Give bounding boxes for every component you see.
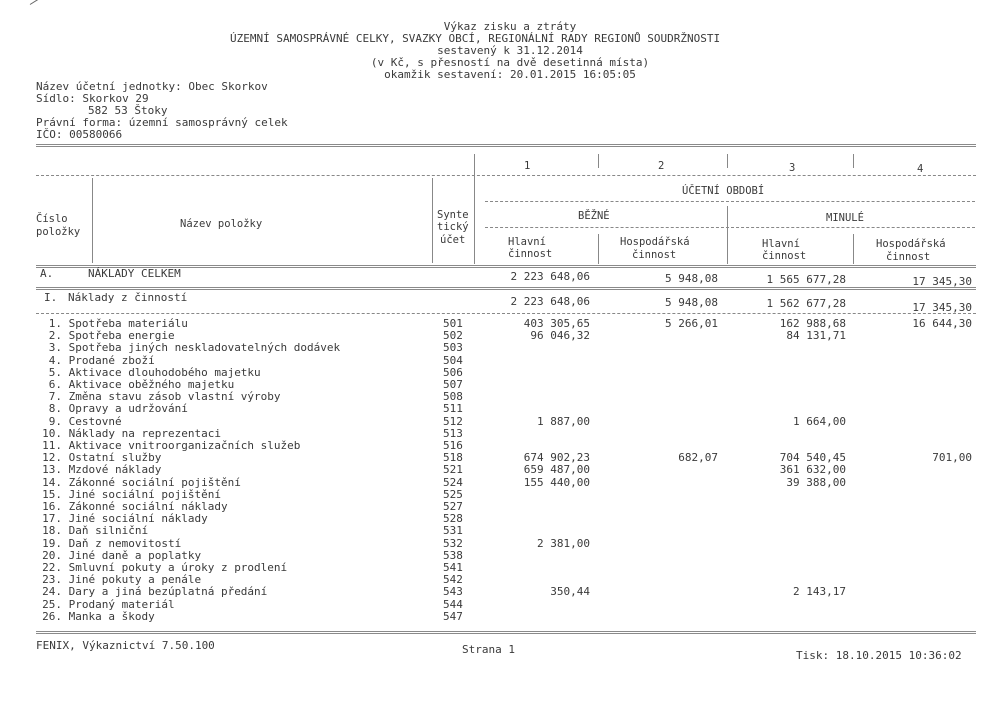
- report-date: sestavený k 31.12.2014: [437, 44, 583, 57]
- row-number: 18.: [42, 524, 62, 538]
- row-label: [36, 574, 201, 586]
- table-row: [0, 489, 1000, 501]
- table-row: [0, 391, 1000, 403]
- total-a-value-3: 1 565 677,28: [766, 273, 846, 286]
- row-value-current-economic: 5 266,01: [665, 317, 718, 330]
- table-row: [0, 342, 1000, 354]
- entity-legal-form: Právní forma: územní samosprávný celek: [36, 116, 288, 129]
- table-row: [0, 611, 1000, 623]
- total-a-value-4: 17 345,30: [912, 275, 972, 288]
- prev-economic-activity-heading: Hospodářská: [876, 238, 946, 250]
- total-i-value-3: 1 562 677,28: [766, 297, 846, 310]
- table-row: [0, 574, 1000, 586]
- col-sep: [598, 154, 599, 168]
- row-label: [36, 428, 221, 440]
- row-value-current-main: 1 887,00: [537, 414, 590, 428]
- row-number: 15.: [42, 487, 62, 501]
- table-row: [0, 550, 1000, 562]
- row-number: 8.: [48, 402, 62, 416]
- row-number: 22.: [42, 561, 62, 574]
- table-row: [0, 525, 1000, 537]
- table-bottom-rule: [36, 631, 976, 634]
- row-label: [36, 416, 122, 428]
- total-a-rule: [36, 287, 976, 290]
- row-label: [36, 562, 287, 574]
- row-account: 521: [443, 463, 463, 477]
- row-label: [36, 464, 161, 476]
- row-label: [36, 330, 175, 342]
- row-name: Daň silniční: [68, 524, 149, 538]
- col-sep: [853, 154, 854, 168]
- row-name: Aktivace dlouhodobého majetku: [68, 365, 261, 379]
- row-name: Jiné sociální pojištění: [68, 487, 221, 501]
- entity-name: Název účetní jednotky: Obec Skorkov: [36, 80, 268, 93]
- row-value-current-main: 659 487,00: [523, 463, 590, 477]
- row-number: 20.: [42, 548, 62, 562]
- total-i-name: Náklady z činností: [68, 291, 188, 304]
- row-name: Jiné sociální náklady: [68, 512, 208, 526]
- account-heading-2: tický: [437, 221, 469, 233]
- table-row: [0, 586, 1000, 598]
- row-number: 12.: [42, 451, 62, 465]
- prev-main-activity-heading-2: činnost: [762, 250, 807, 262]
- row-name: Smluvní pokuty a úroky z prodlení: [68, 561, 288, 574]
- row-label: [36, 489, 221, 501]
- row-label: [36, 477, 241, 489]
- footer-software: FENIX, Výkaznictví 7.50.100: [36, 639, 215, 652]
- row-label: [36, 599, 175, 611]
- row-name: Zákonné sociální náklady: [68, 500, 228, 513]
- row-value-previous-main: 361 632,00: [779, 463, 846, 477]
- row-value-current-main: 2 381,00: [537, 536, 590, 550]
- report-timestamp: okamžik sestavení: 20.01.2015 16:05:05: [384, 68, 636, 81]
- current-period-heading: BĚŽNÉ: [578, 210, 610, 222]
- total-i-rule: [36, 313, 976, 314]
- row-label: [36, 367, 261, 379]
- row-label: [36, 355, 155, 367]
- row-account: 507: [443, 378, 463, 391]
- row-number: 14.: [42, 475, 62, 489]
- row-account: 524: [443, 475, 463, 489]
- row-value-current-main: 350,44: [550, 585, 590, 599]
- report-precision: (v Kč, s přesností na dvě desetinná místa): [370, 56, 650, 69]
- row-account: 531: [443, 524, 463, 538]
- row-account: 504: [443, 353, 463, 367]
- row-name: Aktivace vnitroorganizačních služeb: [68, 439, 301, 452]
- row-name: Prodané zboží: [68, 353, 155, 367]
- table-row: [0, 416, 1000, 428]
- row-name: Jiné daně a poplatky: [68, 548, 202, 562]
- report-title: Výkaz zisku a ztráty: [443, 20, 577, 33]
- row-label: [36, 538, 181, 550]
- row-label: [36, 440, 300, 452]
- row-value-previous-main: 2 143,17: [793, 585, 846, 599]
- col-sep: [598, 234, 599, 264]
- total-i-label: I.: [44, 291, 58, 304]
- row-value-current-main: 96 046,32: [530, 329, 590, 343]
- row-account: 511: [443, 402, 463, 416]
- report-subtitle: ÚZEMNÍ SAMOSPRÁVNÉ CELKY, SVAZKY OBCÍ, REGIONÁLNÍ RADY REGIONŮ SOUDRŽNOSTI: [230, 32, 721, 45]
- main-activity-heading: Hlavní: [508, 236, 546, 248]
- row-number: 9.: [48, 414, 62, 428]
- table-row: [0, 379, 1000, 391]
- col-sep: [853, 234, 854, 264]
- pen-mark: [30, 0, 64, 5]
- row-label: [36, 403, 188, 415]
- row-account: 508: [443, 390, 463, 404]
- item-number-heading-2: položky: [36, 226, 81, 238]
- entity-seat-city: 582 53 Štoky: [88, 104, 168, 117]
- item-number-heading: Číslo: [36, 213, 68, 225]
- row-number: 5.: [48, 365, 62, 379]
- row-value-previous-economic: 16 644,30: [912, 317, 972, 330]
- row-account: 528: [443, 512, 463, 526]
- row-number: 19.: [42, 536, 62, 550]
- col-number-3: 3: [789, 162, 796, 174]
- table-row: [0, 477, 1000, 489]
- row-name: Aktivace oběžného majetku: [68, 378, 235, 391]
- table-row: [0, 562, 1000, 574]
- row-label: [36, 391, 281, 403]
- total-i-value-1: 2 223 648,06: [510, 295, 590, 308]
- row-value-previous-main: 1 664,00: [793, 414, 846, 428]
- col-number-2: 2: [658, 160, 665, 172]
- table-row: [0, 428, 1000, 440]
- row-account: 503: [443, 341, 463, 355]
- period-heading: ÚČETNÍ OBDOBÍ: [682, 185, 765, 197]
- row-number: 6.: [48, 378, 62, 391]
- col-number-1: 1: [524, 160, 531, 172]
- col-number-4: 4: [917, 163, 924, 175]
- row-label: [36, 550, 201, 562]
- row-account: 541: [443, 561, 463, 574]
- account-heading-1: Synte: [437, 209, 469, 221]
- row-name: Změna stavu zásob vlastní výroby: [68, 390, 281, 404]
- total-a-value-2: 5 948,08: [665, 272, 718, 285]
- row-number: 24.: [42, 585, 62, 599]
- row-name: Náklady na reprezentaci: [68, 426, 221, 440]
- col-sep: [474, 154, 475, 264]
- row-account: 547: [443, 609, 463, 623]
- prev-economic-activity-heading-2: činnost: [886, 251, 931, 263]
- row-account: 516: [443, 439, 463, 452]
- total-i-value-2: 5 948,08: [665, 296, 718, 309]
- table-row: [0, 538, 1000, 550]
- table-row: [0, 501, 1000, 513]
- table-row: [0, 464, 1000, 476]
- row-value-previous-main: 704 540,45: [779, 451, 846, 465]
- row-account: 542: [443, 573, 463, 587]
- row-name: Jiné pokuty a penále: [68, 573, 202, 587]
- economic-activity-heading: Hospodářská: [620, 236, 690, 248]
- row-label: [36, 342, 340, 354]
- row-account: 502: [443, 329, 463, 343]
- row-value-current-main: 155 440,00: [523, 475, 590, 489]
- total-a-value-1: 2 223 648,06: [510, 270, 590, 283]
- previous-period-heading: MINULÉ: [826, 212, 864, 224]
- row-number: 16.: [42, 500, 62, 513]
- footer-page: Strana 1: [462, 643, 515, 656]
- row-account: 518: [443, 451, 463, 465]
- row-name: Spotřeba energie: [68, 329, 175, 343]
- row-number: 11.: [42, 439, 62, 452]
- row-name: Cestovné: [68, 414, 122, 428]
- row-name: Ostatní služby: [68, 451, 162, 465]
- row-value-previous-main: 84 131,71: [786, 329, 846, 343]
- row-label: [36, 379, 234, 391]
- row-number: 23.: [42, 573, 62, 587]
- row-account: 538: [443, 548, 463, 562]
- row-account: 501: [443, 317, 463, 330]
- row-account: 527: [443, 500, 463, 513]
- col-sep: [727, 154, 728, 168]
- row-value-current-main: 403 305,65: [523, 317, 590, 330]
- row-label: [36, 513, 208, 525]
- row-name: Prodaný materiál: [68, 597, 175, 611]
- row-number: 4.: [48, 353, 62, 367]
- economic-activity-heading-2: činnost: [632, 249, 677, 261]
- row-name: Opravy a udržování: [68, 402, 188, 416]
- table-row: [0, 452, 1000, 464]
- period-rule: [485, 201, 975, 202]
- account-heading-3: účet: [440, 234, 466, 246]
- prev-main-activity-heading: Hlavní: [762, 238, 800, 250]
- header-top-rule: [36, 144, 976, 147]
- row-label: [36, 318, 188, 330]
- table-row: [0, 599, 1000, 611]
- row-name: Manka a škody: [68, 609, 155, 623]
- row-label: [36, 501, 228, 513]
- row-number: 1.: [48, 317, 62, 330]
- row-number: 26.: [42, 609, 62, 623]
- row-number: 25.: [42, 597, 62, 611]
- total-a-name: NÁKLADY CELKEM: [88, 267, 181, 280]
- total-a-label: A.: [40, 267, 54, 280]
- table-row: [0, 513, 1000, 525]
- table-row: [0, 355, 1000, 367]
- row-name: Spotřeba jiných neskladovatelných dodávek: [68, 341, 341, 355]
- col-sep: [727, 206, 728, 264]
- row-label: [36, 586, 267, 598]
- row-name: Spotřeba materiálu: [68, 317, 188, 330]
- col-sep: [92, 178, 93, 263]
- row-value-previous-main: 39 388,00: [786, 475, 846, 489]
- row-account: 513: [443, 426, 463, 440]
- row-value-current-economic: 682,07: [678, 451, 718, 465]
- table-row: [0, 318, 1000, 330]
- row-number: 2.: [48, 329, 62, 343]
- row-label: [36, 452, 161, 464]
- total-i-value-4: 17 345,30: [912, 301, 972, 314]
- table-row: [0, 403, 1000, 415]
- row-account: 532: [443, 536, 463, 550]
- colnum-rule: [36, 175, 976, 176]
- row-value-previous-economic: 701,00: [932, 451, 972, 465]
- row-label: [36, 525, 148, 537]
- row-number: 3.: [48, 341, 62, 355]
- item-name-heading: Název položky: [180, 218, 263, 230]
- entity-ico: IČO: 00580066: [36, 128, 123, 141]
- subperiod-rule: [485, 227, 975, 228]
- row-number: 10.: [42, 426, 62, 440]
- row-number: 17.: [42, 512, 62, 526]
- footer-print-time: Tisk: 18.10.2015 10:36:02: [796, 649, 962, 662]
- row-name: Mzdové náklady: [68, 463, 162, 477]
- row-number: 7.: [48, 390, 62, 404]
- row-number: 13.: [42, 463, 62, 477]
- row-label: [36, 611, 155, 623]
- row-value-previous-main: 162 988,68: [779, 317, 846, 330]
- row-name: Zákonné sociální pojištění: [68, 475, 241, 489]
- row-account: 512: [443, 414, 463, 428]
- row-account: 506: [443, 365, 463, 379]
- row-account: 544: [443, 597, 463, 611]
- table-row: [0, 440, 1000, 452]
- row-value-current-main: 674 902,23: [523, 451, 590, 465]
- col-sep: [432, 178, 433, 263]
- row-name: Daň z nemovitostí: [68, 536, 182, 550]
- entity-seat: Sídlo: Skorkov 29: [36, 92, 149, 105]
- row-account: 525: [443, 487, 463, 501]
- table-row: [0, 330, 1000, 342]
- row-account: 543: [443, 585, 463, 599]
- table-row: [0, 367, 1000, 379]
- row-name: Dary a jiná bezúplatná předání: [68, 585, 268, 599]
- main-activity-heading-2: činnost: [508, 248, 553, 260]
